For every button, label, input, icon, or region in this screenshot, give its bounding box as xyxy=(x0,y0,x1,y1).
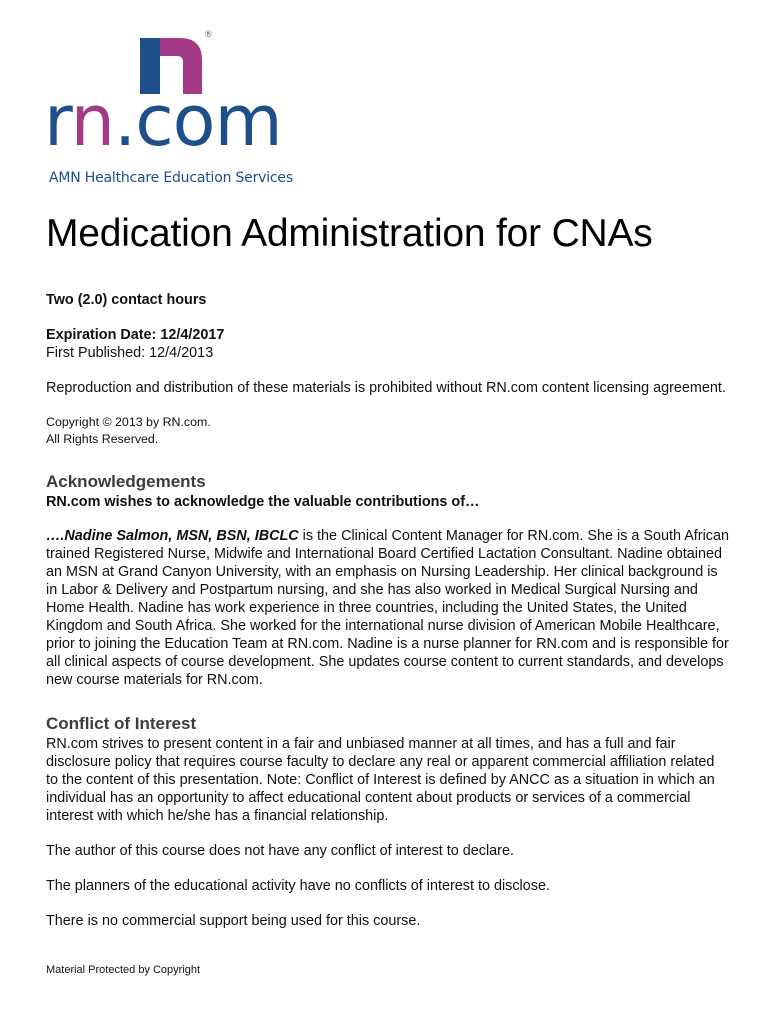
acknowledgements-heading: Acknowledgements xyxy=(46,472,206,491)
expiration-date: Expiration Date: 12/4/2017 xyxy=(46,327,225,343)
author-bio-paragraph xyxy=(46,527,730,689)
contact-hours: Two (2.0) contact hours xyxy=(46,292,207,308)
first-published: First Published: 12/4/2013 xyxy=(46,345,214,361)
author-conflict-statement: The author of this course does not have any conflict of interest to declare. xyxy=(46,843,514,859)
registered-mark: ® xyxy=(205,29,212,39)
logo-word-r: r xyxy=(44,80,71,162)
document-body xyxy=(46,208,730,930)
planners-conflict-statement: The planners of the educational activity have no conflicts of interest to disclose. xyxy=(46,878,550,894)
acknowledgements-intro: RN.com wishes to acknowledge the valuable contributions of… xyxy=(46,494,480,510)
conflict-of-interest-heading: Conflict of Interest xyxy=(46,714,197,733)
author-bio: is the Clinical Content Manager for RN.com. She is a South African trained Registered Nurse, Midwife and International Board Certified Lactation Consultant. Nadine obtained an MSN at Grand Canyon University, with an emphasis on Nursing Leadership. Her clinical background is in Labor & Delivery and Postpartum nursing, and she has also worked in Medical Surgical Nursing and Home Health. Nadine has work experience in three countries, including the United States, the United Kingdom and South Africa. She worked for the international nurse division of American Mobile Healthcare, prior to joining the Education Team at RN.com. Nadine is a nurse planner for RN.com and is responsible for all clinical aspects of course development. She updates course content to current standards, and develops new course materials for RN.com. xyxy=(46,528,729,688)
logo-wordmark xyxy=(44,80,282,162)
document-title: Medication Administration for CNAs xyxy=(46,212,653,255)
commercial-support-statement: There is no commercial support being used for this course. xyxy=(46,913,421,929)
author-name: ….Nadine Salmon, MSN, BSN, IBCLC xyxy=(46,528,299,544)
rn-com-logo xyxy=(46,30,306,190)
rights-reserved: All Rights Reserved. xyxy=(46,432,159,446)
conflict-policy: RN.com strives to present content in a fair and unbiased manner at all times, and has a full and fair disclosure policy that requires course faculty to declare any real or apparent commercial affiliation related to the content of this presentation. Note: Conflict of Interest is defined by ANCC as a situation in which an individual has an opportunity to affect educational content about products or services of a commercial interest with which he/she has a financial relationship. xyxy=(46,736,715,824)
logo-word-com: .com xyxy=(113,80,282,162)
logo-word-n: n xyxy=(70,80,114,162)
reproduction-notice: Reproduction and distribution of these materials is prohibited without RN.com content licensing agreement. xyxy=(46,380,726,396)
logo-tagline: AMN Healthcare Education Services xyxy=(49,170,293,186)
copyright-line: Copyright © 2013 by RN.com. xyxy=(46,415,211,429)
footer-copyright: Material Protected by Copyright xyxy=(46,964,201,976)
